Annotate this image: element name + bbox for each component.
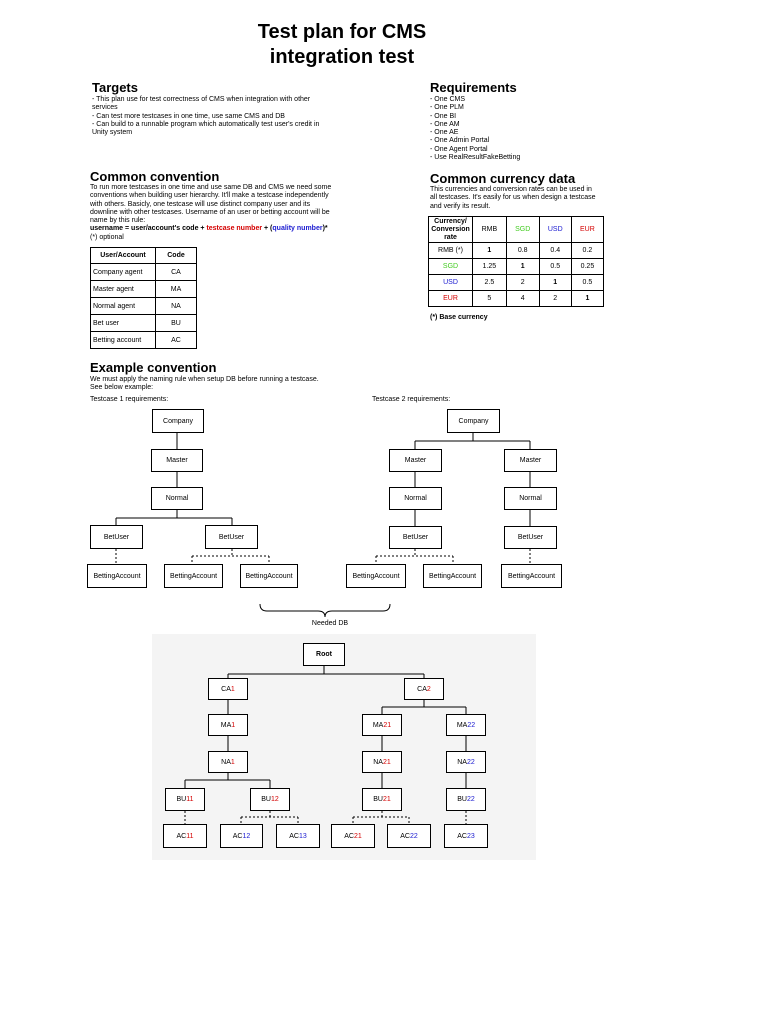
- node-code: AC: [289, 832, 299, 840]
- node-code: NA: [373, 758, 383, 766]
- tc1-normal-node: Normal: [151, 487, 203, 510]
- corner-line: Conversion: [431, 225, 470, 233]
- convention-line: with others. Basicly, one testcase will use distinct company user and its: [90, 200, 311, 208]
- testcase2-label: Testcase 2 requirements:: [372, 396, 451, 403]
- node-code: AC: [457, 832, 467, 840]
- targets-line: - Can build to a runnable program which automatically test user's credit in: [92, 120, 320, 128]
- node-code: NA: [457, 758, 467, 766]
- tc2-master-node: Master: [504, 449, 557, 472]
- convention-line: name by this rule:: [90, 217, 146, 225]
- convention-line: To run more testcases in one time and use same DB and CMS we need some: [90, 184, 332, 191]
- node-number: 11: [186, 796, 194, 803]
- db-node: [276, 824, 320, 848]
- title-line-2: integration test: [269, 46, 415, 68]
- convention-line: downline with other testcases. Username of an user or betting account will be: [90, 208, 330, 216]
- node-number: 1: [230, 758, 235, 766]
- table-cell: Bet user: [91, 315, 156, 332]
- convention-heading: Common convention: [90, 169, 220, 184]
- tc2-normal-node: Normal: [389, 487, 442, 510]
- currency-cell: 0.5: [571, 275, 603, 291]
- table-cell: Company agent: [91, 264, 156, 281]
- currency-cell: 0.5: [539, 259, 571, 275]
- currency-line: This currencies and conversion rates can be used in: [430, 186, 592, 193]
- targets-line: - Can test more testcases in one time, use same CMS and DB: [92, 112, 285, 120]
- requirement-item: - One Agent Portal: [430, 145, 488, 153]
- currency-cell: 2.5: [473, 275, 507, 291]
- requirement-item: - One PLM: [430, 104, 464, 112]
- db-node: [362, 751, 402, 773]
- title-line-1: Test plan for CMS: [257, 21, 427, 43]
- tc2-betting-account-node: BettingAccount: [423, 564, 482, 588]
- node-number: 2: [426, 685, 431, 693]
- db-node: [208, 714, 248, 736]
- node-number: 22: [467, 721, 476, 729]
- currency-line: all testcases. It's easily for us when design a testcase: [430, 194, 596, 202]
- node-code: BU: [261, 796, 271, 803]
- node-code: MA: [220, 721, 232, 729]
- node-code: MA: [372, 721, 384, 729]
- currency-row-label: RMB (*): [429, 243, 473, 259]
- tc2-company-node: Company: [447, 409, 500, 433]
- rule-plus: + (: [262, 225, 273, 233]
- tc2-betting-account-node: BettingAccount: [501, 564, 562, 588]
- db-node: [362, 714, 402, 736]
- node-number: 21: [382, 758, 391, 766]
- requirement-item: - Use RealResultFakeBetting: [430, 154, 521, 162]
- node-number: 13: [298, 832, 307, 840]
- node-number: 1: [231, 721, 236, 729]
- tc2-normal-node: Normal: [504, 487, 557, 510]
- tc2-betuser-node: BetUser: [389, 526, 442, 549]
- currency-cell: 2: [539, 291, 571, 307]
- table-cell: NA: [156, 298, 197, 315]
- requirement-item: - One CMS: [430, 96, 466, 103]
- db-node: [404, 678, 444, 700]
- node-number: 23: [466, 832, 475, 840]
- currency-line: and verify its result.: [430, 202, 491, 210]
- node-number: 22: [466, 758, 475, 766]
- tc1-betuser-node: BetUser: [205, 525, 258, 549]
- needed-db-label: Needed DB: [311, 620, 349, 627]
- table-header: User/Account: [91, 248, 156, 264]
- currency-cell: 0.4: [539, 243, 571, 259]
- node-number: 12: [242, 832, 251, 840]
- currency-cell: 0.2: [571, 243, 603, 259]
- db-node: [446, 714, 486, 736]
- requirement-item: - One Admin Portal: [430, 137, 490, 145]
- currency-row-label: USD: [429, 275, 473, 291]
- targets-line: - This plan use for test correctness of CMS when integration with other: [92, 96, 311, 103]
- corner-line: Currency/: [434, 217, 467, 225]
- optional-note: (*) optional: [90, 233, 124, 241]
- node-code: AC: [400, 832, 410, 840]
- currency-cell: 4: [506, 291, 539, 307]
- requirement-item: - One AE: [430, 129, 459, 137]
- table-cell: AC: [156, 332, 197, 349]
- requirements-heading: Requirements: [430, 80, 517, 95]
- tc1-betuser-node: BetUser: [90, 525, 143, 549]
- requirement-item: - One AM: [430, 120, 460, 128]
- db-node: [163, 824, 207, 848]
- table-cell: Betting account: [91, 332, 156, 349]
- currency-header: RMB: [473, 217, 507, 243]
- node-code: AC: [232, 832, 243, 840]
- targets-line: services: [92, 104, 118, 112]
- rule-prefix: username = user/account's code +: [90, 225, 207, 233]
- targets-line: Unity system: [92, 129, 133, 137]
- currency-cell: 1: [473, 243, 507, 259]
- currency-cell: 0.8: [506, 243, 539, 259]
- table-header: Code: [156, 248, 197, 264]
- currency-header: SGD: [506, 217, 539, 243]
- node-number: 21: [353, 832, 362, 840]
- rule-testcase: testcase number: [206, 225, 263, 233]
- node-code: AC: [176, 832, 187, 840]
- node-code: CA: [417, 685, 427, 693]
- node-code: BU: [373, 796, 383, 803]
- db-root-node: Root: [303, 643, 345, 666]
- requirement-item: - One BI: [430, 112, 457, 120]
- example-line: We must apply the naming rule when setup DB before running a testcase.: [90, 376, 319, 383]
- tc2-betting-account-node: BettingAccount: [346, 564, 406, 588]
- node-code: CA: [221, 685, 231, 693]
- tc1-betting-account-node: BettingAccount: [164, 564, 223, 588]
- currency-header: EUR: [571, 217, 603, 243]
- db-node: [362, 788, 402, 811]
- tc1-master-node: Master: [151, 449, 203, 472]
- currency-cell: 0.25: [571, 259, 603, 275]
- node-number: 22: [466, 796, 475, 803]
- testcase1-label: Testcase 1 requirements:: [90, 396, 169, 403]
- node-code: BU: [176, 796, 187, 803]
- currency-cell: 1.25: [473, 259, 507, 275]
- node-code: NA: [221, 758, 231, 766]
- db-node: [165, 788, 205, 811]
- table-cell: Master agent: [91, 281, 156, 298]
- db-node: [250, 788, 290, 811]
- currency-row-label: EUR: [429, 291, 473, 307]
- base-currency-note: (*) Base currency: [430, 314, 488, 321]
- table-cell: CA: [156, 264, 197, 281]
- currency-cell: 1: [571, 291, 603, 307]
- db-node: [331, 824, 375, 848]
- convention-line: conventions when building user hierarchy. It'll make a testcase independently: [90, 192, 329, 200]
- currency-heading: Common currency data: [430, 171, 576, 186]
- currency-cell: 1: [539, 275, 571, 291]
- tc2-master-node: Master: [389, 449, 442, 472]
- currency-header: USD: [539, 217, 571, 243]
- example-line: See below example:: [90, 384, 154, 392]
- node-code: AC: [344, 832, 354, 840]
- db-node: [208, 751, 248, 773]
- currency-cell: 2: [506, 275, 539, 291]
- currency-row-label: SGD: [429, 259, 473, 275]
- currency-cell: 5: [473, 291, 507, 307]
- node-number: 11: [186, 832, 194, 840]
- currency-cell: 1: [506, 259, 539, 275]
- tc2-betuser-node: BetUser: [504, 526, 557, 549]
- db-node: [208, 678, 248, 700]
- table-cell: MA: [156, 281, 197, 298]
- db-node: [387, 824, 431, 848]
- db-node: [446, 751, 486, 773]
- tc1-betting-account-node: BettingAccount: [240, 564, 298, 588]
- rule-suffix: )*: [322, 225, 328, 233]
- corner-line: rate: [444, 233, 457, 241]
- example-heading: Example convention: [90, 360, 217, 375]
- db-node: [446, 788, 486, 811]
- node-number: 22: [409, 832, 418, 840]
- node-code: MA: [456, 721, 468, 729]
- table-cell: BU: [156, 315, 197, 332]
- node-number: 21: [382, 796, 391, 803]
- targets-heading: Targets: [92, 80, 138, 95]
- node-number: 12: [270, 796, 279, 803]
- db-node: [444, 824, 488, 848]
- tc1-company-node: Company: [152, 409, 204, 433]
- table-cell: Normal agent: [91, 298, 156, 315]
- rule-quality: quality number: [272, 225, 323, 233]
- tc1-betting-account-node: BettingAccount: [87, 564, 147, 588]
- node-number: 1: [230, 685, 235, 693]
- db-node: [220, 824, 263, 848]
- node-number: 21: [383, 721, 392, 729]
- node-code: BU: [457, 796, 467, 803]
